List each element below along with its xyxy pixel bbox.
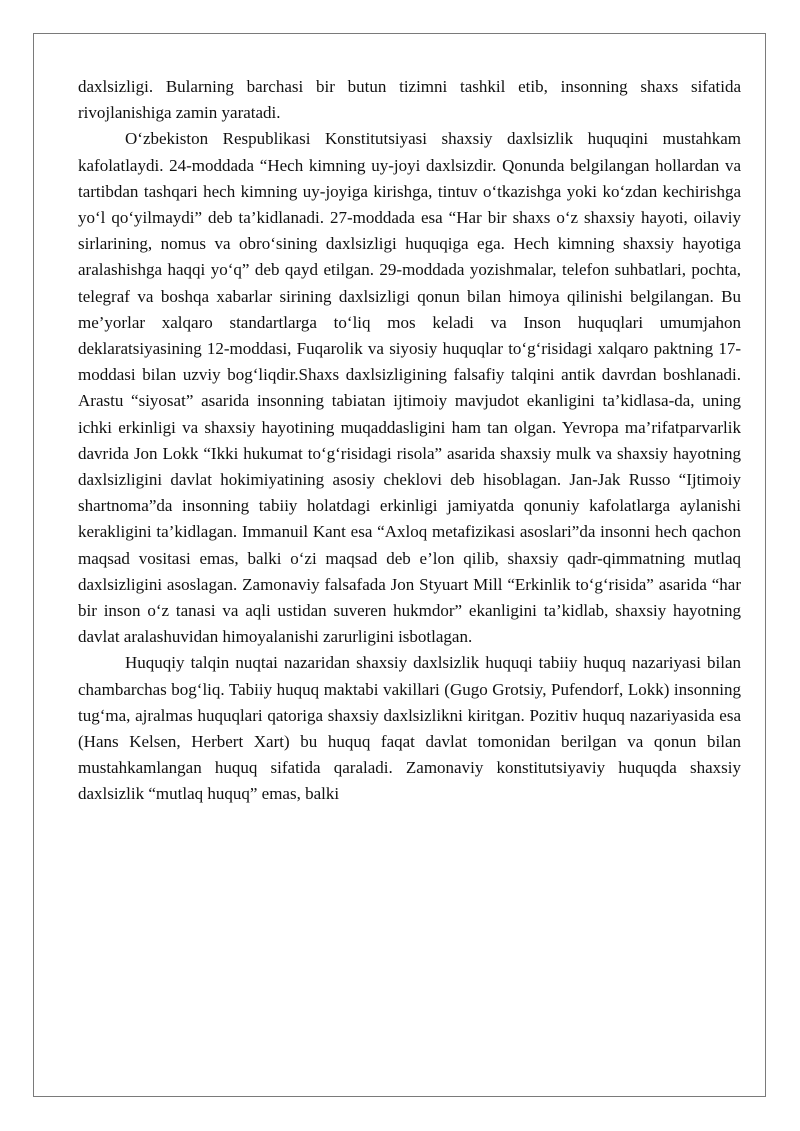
paragraph-continuation: daxlsizligi. Bularning barchasi bir butun tizimni tashkil etib, insonning shaxs sifatida rivojlanishiga zamin yaratadi. [78,77,741,123]
paragraph-legal-interpretation: Huquqiy talqin nuqtai nazaridan shaxsiy daxlsizlik huquqi tabiiy huquq nazariyasi bilan chambarchas bog‘liq. Tabiiy huquq maktabi vakillari (Gugo Grotsiy, Pufendorf, Lokk) insonning tug‘ma, ajralmas huquqlari qatoriga shaxsiy daxlsizlikni kiritgan. Pozitiv huquq nazariyasida esa (Hans Kelsen, Herbert Xart) bu huquq faqat davlat tomonidan berilgan va qonun bilan mustahkamlangan huquq sifatida qaraladi. Zamonaviy konstitutsiyaviy huquqda shaxsiy daxlsizlik “mutlaq huquq” emas, balki [78,653,741,804]
paragraph-constitution: O‘zbekiston Respublikasi Konstitutsiyasi shaxsiy daxlsizlik huquqini mustahkam kafolatlaydi. 24-moddada “Hech kimning uy-joyi daxlsizdir. Qonunda belgilangan hollardan va tartibdan tashqari hech kimning uy-joyiga kirishga, tintuv o‘tkazishga yoki ko‘zdan kechirishga yo‘l qo‘yilmaydi” deb ta’kidlanadi. 27-moddada esa “Har bir shaxs o‘z shaxsiy hayoti, oilaviy sirlarining, nomus va obro‘sining daxlsizligi huquqiga ega. Hech kimning shaxsiy hayotiga aralashishga haqqi yo‘q” deb qayd etilgan. 29-moddada yozishmalar, telefon suhbatlari, pochta, telegraf va boshqa xabarlar sirining daxlsizligi qonun bilan himoya qilinishi belgilangan. Bu me’yorlar xalqaro standartlarga to‘liq mos keladi va Inson huquqlari umumjahon deklaratsiyasining 12-moddasi, Fuqarolik va siyosiy huquqlar to‘g‘risidagi xalqaro paktning 17-moddasi bilan uzviy bog‘liqdir.Shaxs daxlsizligining falsafiy talqini antik davrdan boshlanadi. Arastu “siyosat” asarida insonning tabiatan ijtimoiy mavjudot ekanligini ta’kidlasa-da, uning ichki erkinligi va shaxsiy hayotining muqaddasligini ham tan olgan. Yevropa ma’rifatparvarlik davrida Jon Lokk “Ikki hukumat to‘g‘risidagi risola” asarida shaxsiy mulk va shaxsiy hayotning daxlsizligini davlat hokimiyatining asosiy cheklovi deb hisoblagan. Jan-Jak Russo “Ijtimoiy shartnoma”da insonning tabiiy holatdagi erkinligi jamiyatda qonuniy kafolatlarga aylanishi kerakligini ta’kidlagan. Immanuil Kant esa “Axloq metafizikasi asoslari”da insonni hech qachon maqsad vositasi emas, balki o‘zi maqsad deb e’lon qilib, shaxsiy qadr-qimmatning mutlaq daxlsizligini asoslagan. Zamonaviy falsafada Jon Styuart Mill “Erkinlik to‘g‘risida” asarida “har bir inson o‘z tanasi va aqli ustidan suveren hukmdor” ekanligini ta’kidlab, shaxsiy hayotning davlat aralashuvidan himoyalanishi zarurligini isbotlagan. [78,129,741,647]
document-body [78,74,741,808]
